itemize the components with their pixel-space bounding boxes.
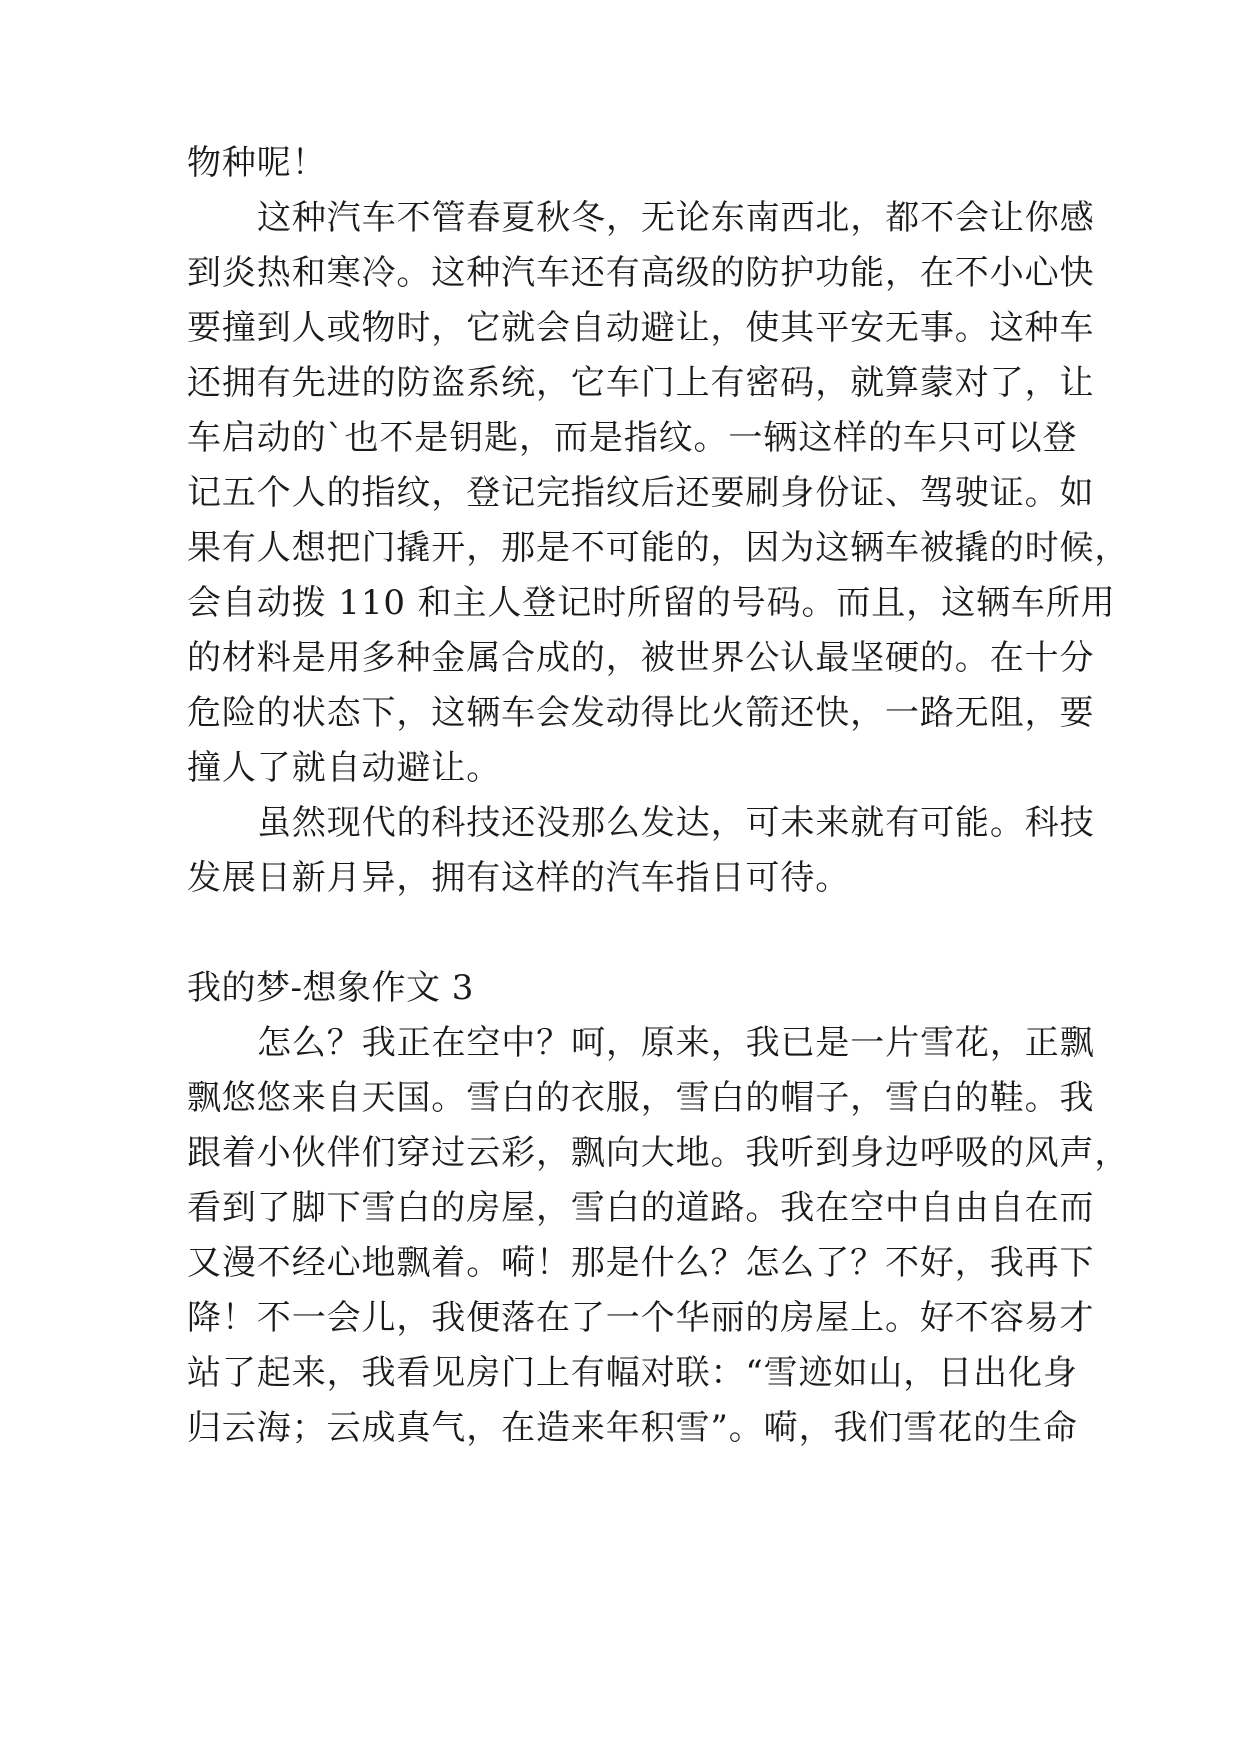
section-heading: 我的梦-想象作文 3	[187, 968, 474, 1008]
paragraph-line: 物种呢！	[187, 143, 327, 183]
paragraph-line: 果有人想把门撬开，那是不可能的，因为这辆车被撬的时候，	[187, 528, 1130, 568]
paragraph-line: 看到了脚下雪白的房屋，雪白的道路。我在空中自由自在而	[187, 1188, 1095, 1228]
paragraph-line: 这种汽车不管春夏秋冬，无论东南西北，都不会让你感	[257, 198, 1095, 238]
paragraph-line: 虽然现代的科技还没那么发达，可未来就有可能。科技	[257, 803, 1095, 843]
paragraph-line: 车启动的`也不是钥匙，而是指纹。一辆这样的车只可以登	[187, 418, 1078, 458]
paragraph-line: 危险的状态下，这辆车会发动得比火箭还快，一路无阻，要	[187, 693, 1095, 733]
paragraph-line: 会自动拨 110 和主人登记时所留的号码。而且，这辆车所用	[187, 583, 1116, 623]
paragraph-line: 记五个人的指纹，登记完指纹后还要刷身份证、驾驶证。如	[187, 473, 1095, 513]
paragraph-line: 撞人了就自动避让。	[187, 748, 502, 788]
paragraph-line: 发展日新月异，拥有这样的汽车指日可待。	[187, 858, 851, 898]
paragraph-line: 又漫不经心地飘着。嗬！那是什么？怎么了？不好，我再下	[187, 1243, 1095, 1283]
paragraph-line: 的材料是用多种金属合成的，被世界公认最坚硬的。在十分	[187, 638, 1095, 678]
paragraph-line: 降！不一会儿，我便落在了一个华丽的房屋上。好不容易才	[187, 1298, 1095, 1338]
paragraph-line: 到炎热和寒冷。这种汽车还有高级的防护功能，在不小心快	[187, 253, 1095, 293]
paragraph-line: 跟着小伙伴们穿过云彩，飘向大地。我听到身边呼吸的风声，	[187, 1133, 1130, 1173]
paragraph-line: 怎么？我正在空中？呵，原来，我已是一片雪花，正飘	[257, 1023, 1095, 1063]
paragraph-line: 站了起来，我看见房门上有幅对联：“雪迹如山，日出化身	[187, 1353, 1078, 1393]
paragraph-line: 归云海；云成真气，在造来年积雪”。嗬，我们雪花的生命	[187, 1408, 1078, 1448]
paragraph-line: 要撞到人或物时，它就会自动避让，使其平安无事。这种车	[187, 308, 1095, 348]
paragraph-line: 飘悠悠来自天国。雪白的衣服，雪白的帽子，雪白的鞋。我	[187, 1078, 1095, 1118]
paragraph-line: 还拥有先进的防盗系统，它车门上有密码，就算蒙对了，让	[187, 363, 1095, 403]
